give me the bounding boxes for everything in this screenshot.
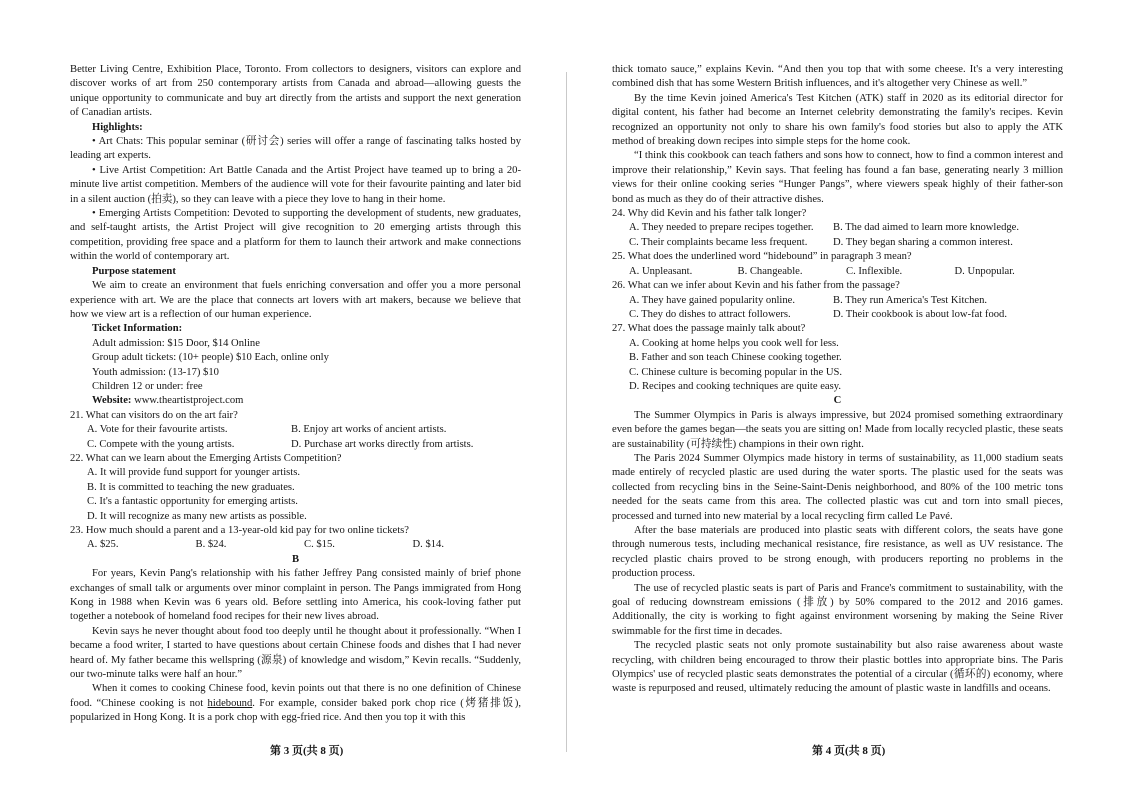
- purpose-heading: Purpose statement: [92, 265, 176, 277]
- option-25-b: B. Changeable.: [737, 265, 803, 277]
- page-number-left: 第 3 页(共 8 页): [270, 745, 344, 757]
- highlights-heading: Highlights:: [92, 121, 143, 133]
- highlight-live-artist-competition: • Live Artist Competition: Art Battle Canada and the Artist Project have teamed up to bring a 20-minute live artist competition. Members of the audience will vote for their favourite painting and later bid in a silent auction (拍卖), so they can leave with a piece they love to hang in their home.: [70, 164, 521, 205]
- option-27-c: C. Chinese culture is becoming popular in the US.: [629, 366, 843, 378]
- paragraph-3-text-after: . For example, consider baked pork chop rice (烤猪排饭), popularized in Hong Kong. It is a pork chop with egg-fried rice. And then you top it with this: [70, 697, 521, 724]
- website-label: Website:: [92, 395, 132, 407]
- left-column: [70, 63, 521, 726]
- question-22-options: [70, 466, 521, 524]
- question-23: 23. How much should a parent and a 13-year-old kid pay for two online tickets?: [70, 525, 409, 536]
- passage-b-paragraph-2: Kevin says he never thought about food too deeply until he thought about it professionally. “When I became a food writer, I started to have questions about certain Chinese foods and dishes that I had never heard of. My father became this wellspring (源泉) of knowledge and wisdom,” Kevin recalls. “Suddenly, our two-minute talks were half an hour.”: [70, 625, 521, 681]
- website-value: www.theartistproject.com: [131, 395, 244, 407]
- option-26-d: D. Their cookbook is about low-fat food.: [833, 308, 1007, 320]
- question-24-options: [612, 221, 1063, 250]
- option-25-c: C. Inflexible.: [846, 265, 903, 277]
- column-divider: [566, 72, 567, 752]
- highlight-emerging-artists-competition: • Emerging Artists Competition: Devoted to supporting the development of students, new graduates, and self-taught artists, the Artist Project will give recognition to 20 emerging artists through this competition, providing free space and a platform for them to launch their artwork and make connections within the world of contemporary art.: [70, 208, 521, 263]
- ticket-children: Children 12 or under: free: [92, 380, 203, 392]
- question-27-options: [612, 337, 1063, 395]
- passage-c-paragraph-4: The use of recycled plastic seats is part of Paris and France's commitment to sustainability, with the goal of reducing downstream emissions (排放) by 50% compared to the 2012 and 2016 games. Additionally, the city is working to fight against environment worsening by making the Seine River swimmable for the first time in decades.: [612, 582, 1063, 637]
- option-22-a: A. It will provide fund support for younger artists.: [87, 467, 301, 479]
- option-21-b: B. Enjoy art works of ancient artists.: [291, 424, 447, 436]
- option-27-d: D. Recipes and cooking techniques are quite easy.: [629, 380, 841, 392]
- option-26-c: C. They do dishes to attract followers.: [629, 308, 791, 320]
- question-25-options: [612, 265, 1063, 279]
- option-24-d: D. They began sharing a common interest.: [833, 236, 1013, 248]
- purpose-text: We aim to create an environment that fuels enriching conversation and offer you a more personal experience with art. We are the place that connects art lovers with art makers, because we believe that how we view art is a reflection of our human experience.: [70, 280, 521, 320]
- question-24: 24. Why did Kevin and his father talk longer?: [612, 208, 807, 220]
- passage-c-paragraph-5: The recycled plastic seats not only promote sustainability but also raise awareness about waste recycling, with children being encouraged to throw their plastic bottles into appropriate bins. The Paris Olympics' use of recycled plastic seats demonstrates the potential of a circular (循环的) economy, where waste is repurposed and reused, ultimately reducing the amount of plastic waste in landfills and oceans.: [612, 640, 1063, 695]
- section-c-heading: C: [833, 395, 842, 407]
- option-24-b: B. The dad aimed to learn more knowledge.: [833, 222, 1020, 234]
- right-column: [612, 63, 1063, 697]
- option-26-b: B. They run America's Test Kitchen.: [833, 294, 988, 306]
- passage-c-paragraph-3: After the base materials are produced into plastic seats with different colors, the seats have gone through numerous tests, including mechanical resistance, fire resistance, as well as UV resistance. The recycled plastic chairs proved to be strong enough, with producers reporting no problems in the production process.: [612, 525, 1063, 580]
- passage-b-paragraph-5: “I think this cookbook can teach fathers and sons how to connect, how to find a common interest and improve their relationship,” Kevin says. That feeling has found a fan base, generating nearly 3 million views for their online cooking series “Hunger Pangs”, where viewers speak highly of their father-son bond as much as they do of their attractive dishes.: [612, 150, 1063, 205]
- option-23-b: B. $24.: [195, 539, 227, 551]
- website-line: [70, 394, 521, 408]
- option-21-a: A. Vote for their favourite artists.: [87, 424, 228, 436]
- section-b-heading: B: [291, 553, 300, 565]
- option-24-c: C. Their complaints became less frequent.: [629, 236, 808, 248]
- question-26: 26. What can we infer about Kevin and his father from the passage?: [612, 280, 900, 292]
- option-22-c: C. It's a fantastic opportunity for emerging artists.: [87, 496, 298, 508]
- option-27-b: B. Father and son teach Chinese cooking together.: [629, 352, 842, 364]
- question-23-options: [70, 538, 521, 552]
- paragraph-3-text-before: When it comes to cooking Chinese food, kevin points out that there is no one definition of Chinese food. “Chinese cooking is not: [70, 683, 521, 709]
- ticket-group: Group adult tickets: (10+ people) $10 Each, online only: [92, 352, 329, 364]
- question-21-options: [70, 423, 521, 452]
- option-23-c: C. $15.: [304, 539, 335, 551]
- passage-b-paragraph-3-continued: thick tomato sauce,” explains Kevin. “And then you top that with some cheese. It's a very interesting combined dish that has some Western British influences, and it's altogether very Chinese as well.”: [612, 64, 1063, 90]
- option-23-a: A. $25.: [87, 539, 119, 551]
- passage-b-paragraph-3: [70, 682, 521, 725]
- ticket-youth: Youth admission: (13-17) $10: [92, 366, 219, 378]
- passage-a-intro: Better Living Centre, Exhibition Place, Toronto. From collectors to designers, visitors can explore and discover works of art from 250 contemporary artists from Canada and abroad—allowing guests the unique opportunity to communicate and buy art directly from the artists and support the next generation of Canadian artists.: [70, 64, 521, 119]
- option-24-a: A. They needed to prepare recipes together.: [629, 222, 814, 234]
- option-22-d: D. It will recognize as many new artists as possible.: [87, 510, 307, 522]
- underlined-word-hidebound: hidebound: [207, 697, 253, 709]
- option-25-d: D. Unpopular.: [954, 265, 1015, 277]
- question-27: 27. What does the passage mainly talk about?: [612, 323, 806, 335]
- question-25: 25. What does the underlined word “hidebound” in paragraph 3 mean?: [612, 251, 912, 263]
- question-22: 22. What can we learn about the Emerging Artists Competition?: [70, 452, 342, 464]
- passage-c-paragraph-2: The Paris 2024 Summer Olympics made history in terms of sustainability, as 11,000 stadium seats made entirely of recycled plastic are used during the water sports. The plastic used for the seats was collected from recycling bins in the Seine-Saint-Denis neighborhood, and 80% of the 100 metric tons needed for the seats came from this area. The collected plastic was cut and torn into small pieces, processed and turned into new material by a local recycling firm called Le Pavé.: [612, 452, 1063, 522]
- ticket-adult: Adult admission: $15 Door, $14 Online: [92, 337, 260, 349]
- question-26-options: [612, 294, 1063, 323]
- passage-b-paragraph-4: By the time Kevin joined America's Test Kitchen (ATK) staff in 2020 as its editorial director for digital content, his father had become an Internet celebrity demonstrating the family's recipes. Kevin recognized an opportunity not only to share his own family's food stories but also to apply the ATK method of breaking down recipes into simple steps for the home cook.: [612, 92, 1063, 148]
- option-21-d: D. Purchase art works directly from artists.: [291, 438, 474, 450]
- question-21: 21. What can visitors do on the art fair?: [70, 409, 238, 421]
- option-22-b: B. It is committed to teaching the new graduates.: [87, 481, 295, 493]
- option-21-c: C. Compete with the young artists.: [87, 438, 235, 450]
- option-26-a: A. They have gained popularity online.: [629, 294, 796, 306]
- ticket-heading: Ticket Information:: [92, 323, 183, 335]
- option-23-d: D. $14.: [412, 539, 444, 551]
- page-number-right: 第 4 页(共 8 页): [812, 745, 886, 757]
- passage-c-paragraph-1: The Summer Olympics in Paris is always impressive, but 2024 promised something extraordinary even before the games began—the seats you are sitting on! Made from locally recycled plastic, these seats are sustainability (可持续性) champions in their own right.: [612, 409, 1063, 450]
- highlight-art-chats: • Art Chats: This popular seminar (研讨会) series will offer a range of fascinating talks hosted by leading art experts.: [70, 136, 521, 162]
- option-27-a: A. Cooking at home helps you cook well for less.: [629, 337, 839, 349]
- passage-b-paragraph-1: For years, Kevin Pang's relationship with his father Jeffrey Pang consisted mainly of brief phone exchanges of small talk or arguments over minor complaint in person. The Pangs immigrated from Hong Kong in 1988 when Kevin was 6 years old. Before settling into America, his cook-loving father put together a notebook of homeland food recipes for their new lives abroad.: [70, 568, 521, 623]
- option-25-a: A. Unpleasant.: [629, 265, 693, 277]
